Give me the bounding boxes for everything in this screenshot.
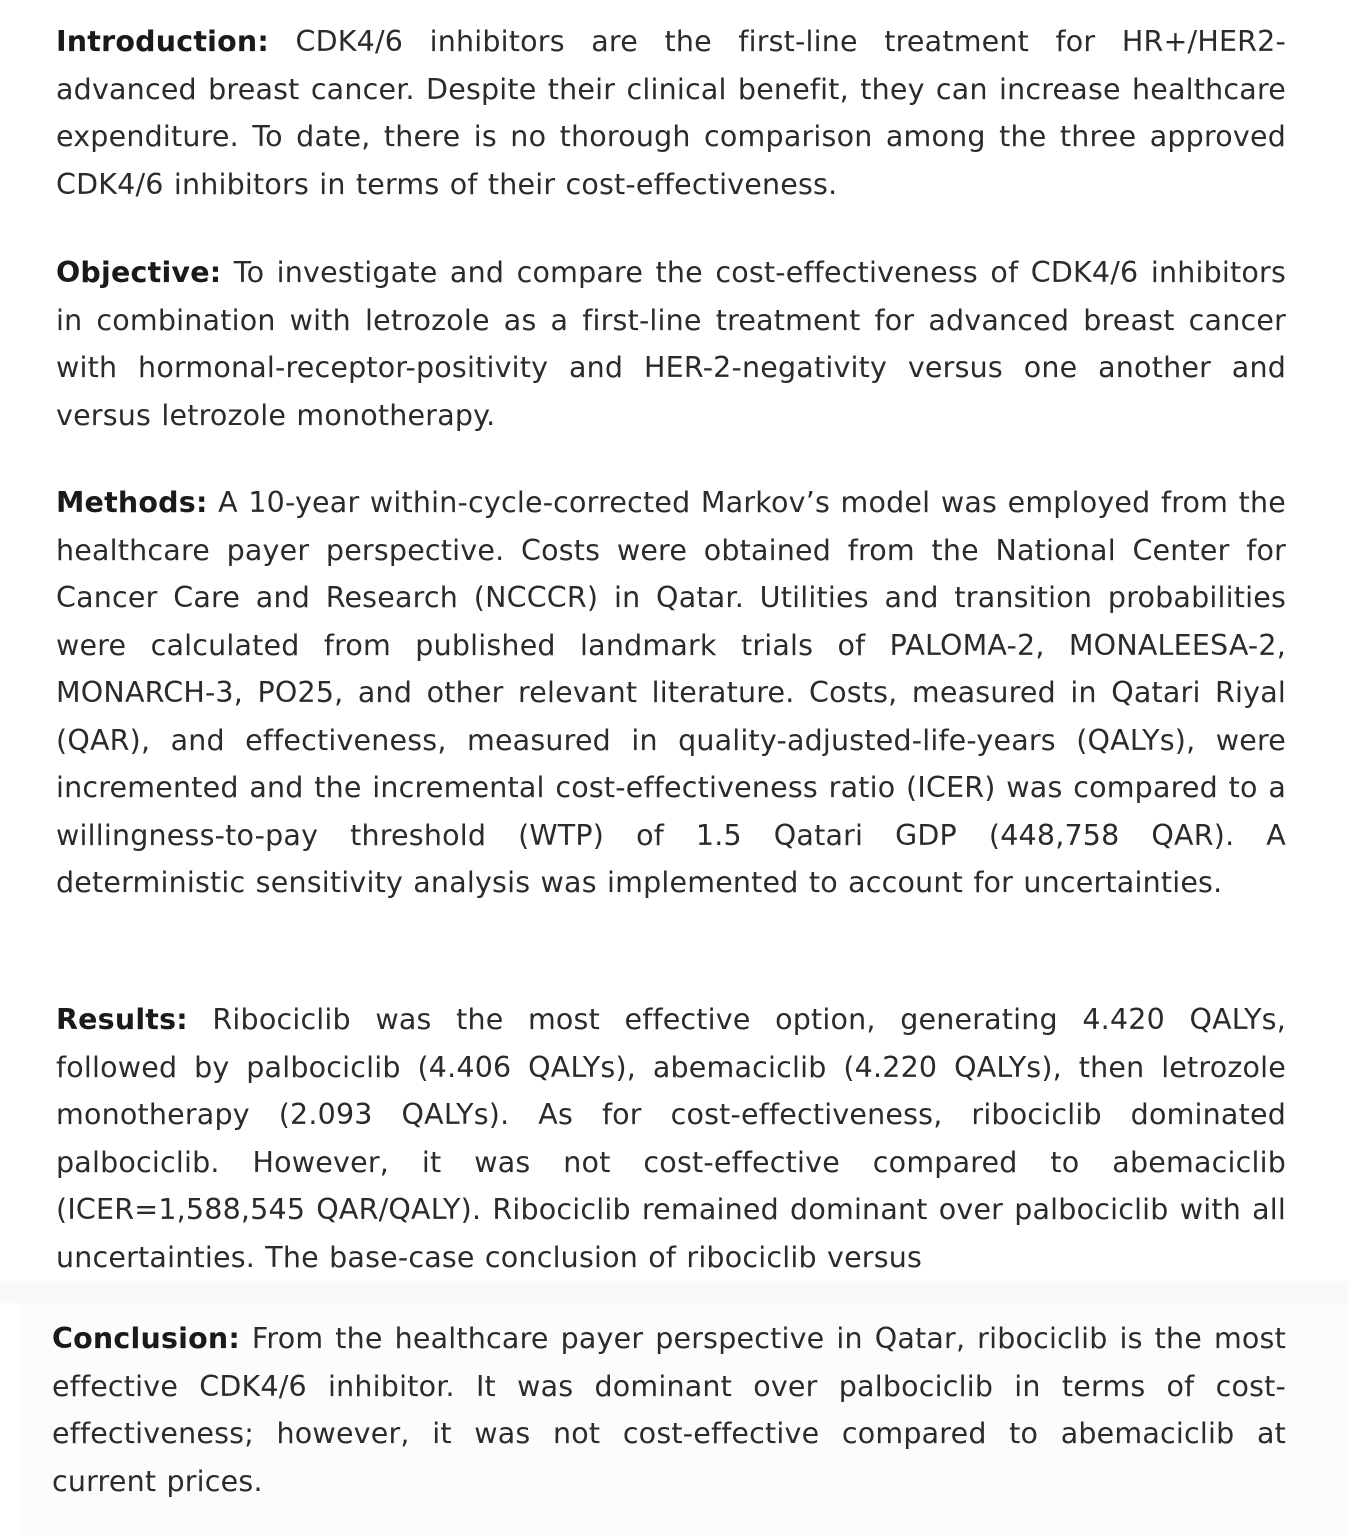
introduction-text: CDK4/6 inhibitors are the first-line treatment for HR+/HER2- advanced breast cancer. Despite their clinical benefit, they can increase healthcare expenditure. To date, there is no thorough comparison among the three approved CDK4/6 inhibitors in terms of their cost-effectiveness. (56, 25, 1286, 201)
section-divider (0, 1281, 1348, 1303)
objective-text: To investigate and compare the cost-effectiveness of CDK4/6 inhibitors in combination with letrozole as a first-line treatment for advanced breast cancer with hormonal-receptor-positivity and HER-2-negativity versus one another and versus letrozole monotherapy. (56, 256, 1286, 432)
objective-heading: Objective: (56, 256, 222, 289)
conclusion-heading: Conclusion: (52, 1322, 240, 1355)
methods-paragraph (56, 479, 1286, 907)
introduction-heading: Introduction: (56, 25, 269, 58)
results-text: Ribociclib was the most effective option, generating 4.420 QALYs, followed by palbociclib (4.406 QALYs), abemaciclib (4.220 QALYs), then letrozole monotherapy (2.093 QALYs). As for cost-effectiveness, ribociclib dominated palbociclib. However, it was not cost-effective compared to abemaciclib (ICER=1,588,545 QAR/QALY). Ribociclib remained dominant over palbociclib with all uncertainties. The base-case conclusion of ribociclib versus (56, 1003, 1286, 1274)
objective-paragraph (56, 249, 1286, 439)
introduction-paragraph (56, 18, 1286, 208)
methods-text: A 10-year within-cycle-corrected Markov’s model was employed from the healthcare payer perspective. Costs were obtained from the National Center for Cancer Care and Research (NCCCR) in Qatar. Utilities and transition probabilities were calculated from published landmark trials of PALOMA-2, MONALEESA-2, MONARCH-3, PO25, and other relevant literature. Costs, measured in Qatari Riyal (QAR), and effectiveness, measured in quality-adjusted-life-years (QALYs), were incremented and the incremental cost-effectiveness ratio (ICER) was compared to a willingness-to-pay threshold (WTP) of 1.5 Qatari GDP (448,758 QAR). A deterministic sensitivity analysis was implemented to account for uncertainties. (56, 486, 1286, 899)
conclusion-text: From the healthcare payer perspective in Qatar, ribociclib is the most effective CDK4/6 inhibitor. It was dominant over palbociclib in terms of cost-effectiveness; however, it was not cost-effective compared to abemaciclib at current prices. (52, 1322, 1286, 1498)
results-paragraph (56, 996, 1286, 1281)
conclusion-paragraph (52, 1315, 1286, 1505)
results-heading: Results: (56, 1003, 188, 1036)
methods-heading: Methods: (56, 486, 208, 519)
